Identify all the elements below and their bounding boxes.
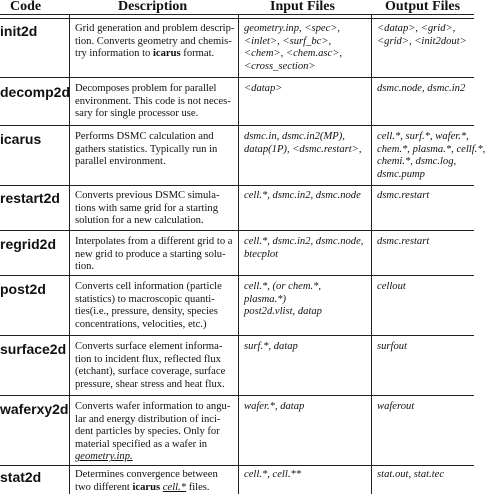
- desc-line: dent particles by species. Only for: [75, 426, 220, 438]
- desc-line: Interpolates from a different grid to a: [75, 236, 233, 247]
- description-post2d: [75, 281, 228, 331]
- row-divider: [0, 77, 474, 78]
- output-line: chem.*, plasma.*, cellf.*,: [377, 143, 485, 155]
- output-line: chemi.*, dsmc.log,: [377, 156, 457, 168]
- output-line: dsmc.restart: [377, 190, 430, 201]
- output-line: dsmc.restart: [377, 236, 430, 247]
- desc-text: two different: [75, 481, 133, 493]
- input-line: <cross_section>: [244, 60, 316, 72]
- input-line: cell.*, dsmc.in2, dsmc.node: [244, 190, 361, 201]
- desc-line: Converts cell information (particle: [75, 281, 222, 292]
- desc-line: Determines convergence between: [75, 469, 218, 480]
- output-line: cell.*, surf.*, wafer.*,: [377, 131, 469, 142]
- header-output-files: Output Files: [385, 0, 461, 14]
- desc-line: Performs DSMC calculation and: [75, 131, 214, 142]
- column-divider: [238, 14, 239, 494]
- desc-line: Converts wafer information to angu-: [75, 401, 231, 412]
- input-stat2d: [244, 469, 369, 482]
- output-line: waferout: [377, 401, 415, 412]
- input-line: cell.*, cell.**: [244, 469, 302, 480]
- desc-line: material specified as a wafer in: [75, 438, 208, 450]
- desc-line: pressure, shear stress and heat flux.: [75, 378, 225, 390]
- row-divider: [0, 275, 474, 276]
- header-description: Description: [118, 0, 188, 14]
- desc-line: tion to incident flux, reflected flux: [75, 353, 221, 365]
- output-line: <datap>, <grid>,: [377, 23, 456, 34]
- input-waferxy2d: [244, 401, 369, 414]
- desc-line: gathers statistics. Typically run in: [75, 143, 218, 155]
- description-init2d: [75, 23, 235, 61]
- desc-line: Converts previous DSMC simula-: [75, 190, 220, 201]
- desc-line: new grid to produce a starting solu-: [75, 248, 226, 260]
- row-divider: [0, 230, 474, 231]
- input-line: surf.*, datap: [244, 341, 298, 352]
- input-line: <chem>, <chem.asc>,: [244, 48, 343, 60]
- input-icarus: [244, 131, 369, 156]
- input-regrid2d: [244, 236, 369, 261]
- code-regrid2d: regrid2d: [0, 236, 57, 252]
- output-icarus: [377, 131, 485, 181]
- input-post2d: [244, 281, 369, 319]
- output-post2d: [377, 281, 473, 294]
- input-line: post2d.vlist, datap: [244, 306, 322, 318]
- desc-line: environment. This code is not neces-: [75, 95, 231, 107]
- input-decomp2d: [244, 83, 369, 96]
- header-rule-1: [0, 14, 474, 15]
- row-divider: [0, 335, 474, 336]
- input-line: <datap>: [244, 83, 283, 94]
- row-divider: [0, 395, 474, 396]
- desc-line: tion.: [75, 261, 95, 273]
- desc-text: format.: [180, 48, 215, 60]
- description-stat2d: [75, 469, 228, 494]
- header-rule-2: [0, 18, 474, 19]
- desc-line: lar and energy distribution of inci-: [75, 413, 221, 425]
- input-restart2d: [244, 190, 369, 203]
- output-decomp2d: [377, 83, 473, 96]
- column-divider: [371, 14, 372, 494]
- description-decomp2d: [75, 83, 231, 121]
- desc-text: files.: [186, 481, 210, 493]
- icarus-name: icarus: [152, 48, 181, 60]
- input-line: cell.*, (or chem.*,: [244, 281, 322, 292]
- header-code: Code: [10, 0, 42, 14]
- input-line: geometry.inp, <spec>,: [244, 23, 341, 34]
- output-line: dsmc.pump: [377, 168, 425, 180]
- output-line: stat.out, stat.tec: [377, 469, 445, 480]
- description-regrid2d: [75, 236, 233, 274]
- desc-line: sary for single processor use.: [75, 108, 199, 120]
- input-line: plasma.*): [244, 293, 287, 305]
- code-restart2d: restart2d: [0, 190, 60, 206]
- desc-line: Grid generation and problem descrip-: [75, 23, 235, 34]
- description-restart2d: [75, 190, 228, 228]
- code-waferxy2d: waferxy2d: [0, 401, 69, 417]
- desc-line: ties(i.e., pressure, density, species: [75, 306, 218, 318]
- code-icarus: icarus: [0, 131, 42, 147]
- input-line: wafer.*, datap: [244, 401, 305, 412]
- desc-line: parallel environment.: [75, 156, 166, 168]
- code-decomp2d: decomp2d: [0, 84, 71, 100]
- input-line: cell.*, dsmc.in2, dsmc.node,: [244, 236, 364, 247]
- row-divider: [0, 465, 474, 466]
- icarus-name: icarus: [132, 481, 161, 493]
- output-stat2d: [377, 469, 473, 482]
- desc-line: concentrations, velocities, etc.): [75, 318, 207, 330]
- header-input-files: Input Files: [270, 0, 335, 14]
- desc-line: Decomposes problem for parallel: [75, 83, 217, 94]
- output-line: <grid>, <init2dout>: [377, 35, 467, 47]
- input-line: btecplot: [244, 248, 279, 260]
- output-line: cellout: [377, 281, 406, 292]
- input-line: <inlet>, <surf_bc>,: [244, 35, 332, 47]
- desc-line: (etchant), surface coverage, surface: [75, 366, 226, 378]
- geometry-inp-ref: geometry.inp.: [75, 451, 133, 463]
- description-waferxy2d: [75, 401, 231, 464]
- description-icarus: [75, 131, 228, 169]
- desc-line: statistics) to macroscopic quanti-: [75, 293, 215, 305]
- description-surface2d: [75, 341, 228, 391]
- row-divider: [0, 185, 474, 186]
- cell-file-ref: cell.*: [162, 481, 187, 493]
- row-divider: [0, 125, 474, 126]
- input-line: datap(1P), <dsmc.restart>,: [244, 143, 362, 155]
- desc-text: try information to: [75, 48, 153, 60]
- output-init2d: [377, 23, 473, 48]
- output-waferxy2d: [377, 401, 473, 414]
- code-post2d: post2d: [0, 281, 46, 297]
- input-surface2d: [244, 341, 369, 354]
- output-regrid2d: [377, 236, 473, 249]
- code-stat2d: stat2d: [0, 469, 42, 485]
- desc-line: solution for a new calculation.: [75, 215, 204, 227]
- input-init2d: [244, 23, 369, 73]
- desc-line: Converts surface element informa-: [75, 341, 223, 352]
- output-restart2d: [377, 190, 473, 203]
- output-line: dsmc.node, dsmc.in2: [377, 83, 466, 94]
- code-surface2d: surface2d: [0, 341, 67, 357]
- output-surface2d: [377, 341, 473, 354]
- code-init2d: init2d: [0, 23, 38, 39]
- input-line: dsmc.in, dsmc.in2(MP),: [244, 131, 345, 142]
- desc-line: tion. Converts geometry and chemis-: [75, 35, 232, 47]
- desc-line: tions with same grid for a starting: [75, 202, 218, 214]
- output-line: surfout: [377, 341, 408, 352]
